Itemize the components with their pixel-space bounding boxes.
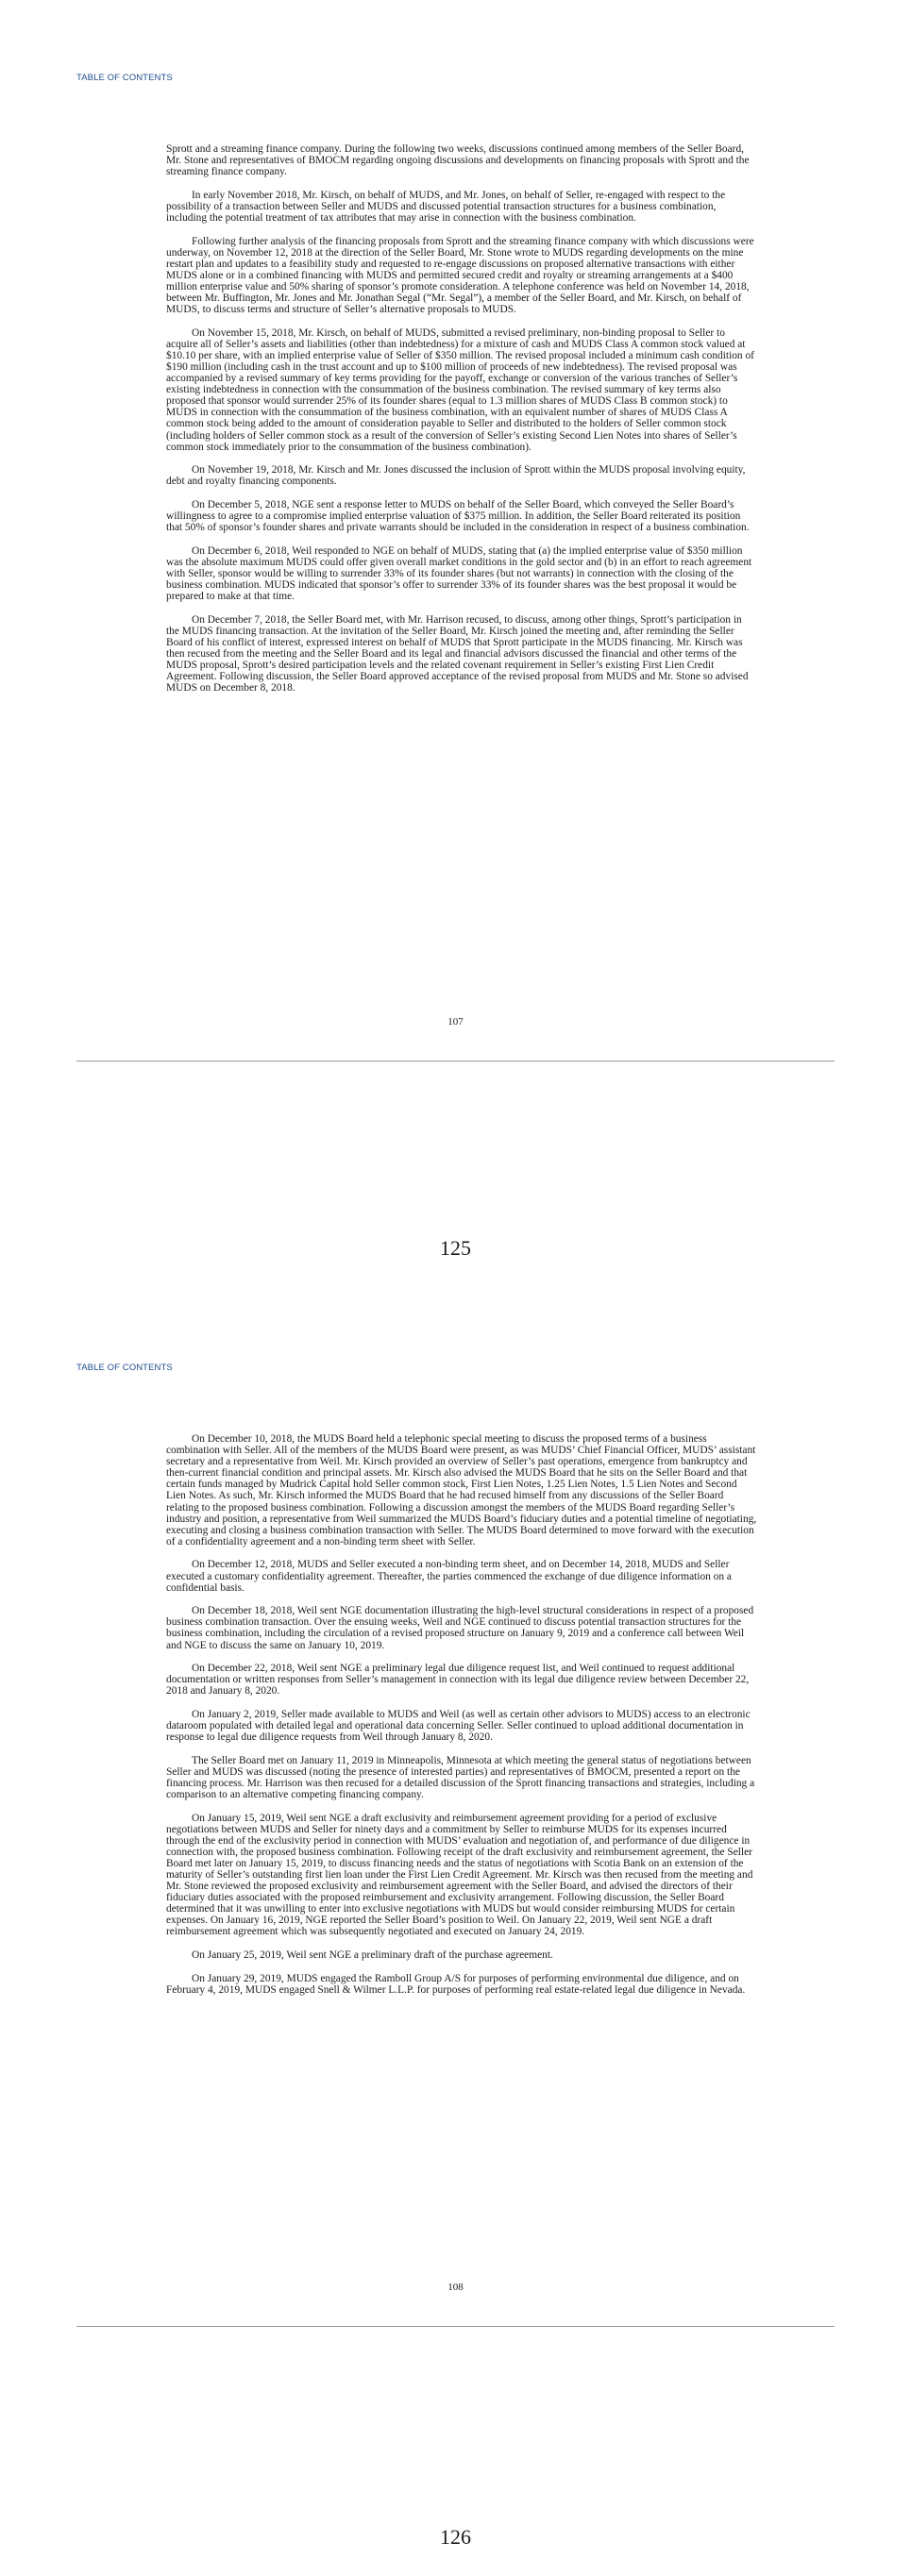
paragraph: On December 12, 2018, MUDS and Seller executed a non-binding term sheet, and on December 14, 2018, MUDS and Seller executed a customary confidentiality agreement. Thereafter, the parties commenced the exchange of due diligence information on a confidential basis. — [166, 1559, 732, 1594]
sequence-number: 125 — [440, 1236, 471, 1260]
paragraph: On December 22, 2018, Weil sent NGE a preliminary legal due diligence request list, and Weil continued to request additional documentation or written responses from Seller’s management in connection with its legal due diligence review between December 22, 2018 and January 8, 2020. — [166, 1663, 750, 1698]
paragraph: On December 18, 2018, Weil sent NGE documentation illustrating the high-level structural considerations in respect of a proposed business combination transaction. Over the ensuing weeks, Weil and NGE continued to discuss potential transaction structures for the business combination, including the circulation of a revised proposed structure on January 9, 2019 and a conference call between Weil and NGE to discuss the same on January 10, 2019. — [166, 1605, 754, 1651]
page-107-body — [166, 143, 757, 706]
page-108-body — [166, 1433, 757, 2007]
paragraph: On December 6, 2018, Weil responded to NGE on behalf of MUDS, stating that (a) the implied enterprise value of $350 million was the absolute maximum MUDS could offer given overall market conditions in the gold sector and (b) in an effort to reach agreement with Seller, sponsor would be willing to surrender 33% of its founder shares (but not warrants) in connection with the closing of the business combination. MUDS indicated that sponsor’s offer to surrender 33% of its founder shares was the best proposal it would be prepared to make at that time. — [166, 544, 752, 603]
page-divider — [76, 1061, 835, 1062]
toc-link[interactable]: TABLE OF CONTENTS — [76, 73, 173, 83]
page-divider — [76, 2326, 835, 2327]
paragraph: On November 15, 2018, Mr. Kirsch, on behalf of MUDS, submitted a revised preliminary, non-binding proposal to Seller to acquire all of Seller’s assets and liabilities (other than indebtedness) for a mixture of cash and MUDS Class A common stock valued at $10.10 per share, with an implied enterprise value of Seller of $350 million. The revised proposal included a minimum cash condition of $190 million (including cash in the trust account and up to $100 million of proceeds of new indebtedness). The revised proposal was accompanied by a revised summary of key terms providing for the payoff, exchange or conversion of the various tranches of Seller’s existing indebtedness in connection with the consummation of the business combination. The revised summary of key terms also proposed that sponsor would surrender 25% of its founder shares (equal to 1.3 million shares of MUDS Class B common stock) to MUDS in connection with the consummation of the business combination, with an equivalent number of shares of MUDS Class A common stock being added to the amount of consideration payable to Seller and distributed to the holders of Seller common stock (including holders of Seller common stock as a result of the conversion of Seller’s existing Second Lien Notes into shares of Seller’s common stock immediately prior to the consummation of the business combination). — [166, 326, 754, 453]
paragraph: On December 10, 2018, the MUDS Board held a telephonic special meeting to discuss the proposed terms of a business combination with Seller. All of the members of the MUDS Board were present, as was MUDS’ Chief Financial Officer, MUDS’ assistant secretary and a representative from Weil. Mr. Kirsch provided an overview of Seller’s past operations, emergence from bankruptcy and then-current financial condition and principal assets. Mr. Kirsch also advised the MUDS Board that he sits on the Seller Board and that certain funds managed by Mudrick Capital hold Seller common stock, First Lien Notes, 1.25 Lien Notes, 1.5 Lien Notes and Second Lien Notes. As such, Mr. Kirsch informed the MUDS Board that he had recused himself from any discussions of the Seller Board relating to the proposed business combination. Following a discussion amongst the members of the MUDS Board regarding Seller’s industry and position, a representative from Weil summarized the MUDS Board’s fiduciary duties and a potential timeline of negotiating, executing and closing a business combination transaction with Seller. The MUDS Board determined to move forward with the execution of a confidentiality agreement and a non-binding term sheet with Seller. — [166, 1433, 757, 1547]
paragraph: In early November 2018, Mr. Kirsch, on behalf of MUDS, and Mr. Jones, on behalf of Seller, re-engaged with respect to the possibility of a transaction between Seller and MUDS and discussed potential transaction structures for a business combination, including the potential treatment of tax attributes that may arise in connection with the business combination. — [166, 189, 726, 224]
paragraph: On January 15, 2019, Weil sent NGE a draft exclusivity and reimbursement agreement providing for a period of exclusive negotiations between MUDS and Seller for ninety days and a commitment by Seller to reimburse MUDS for its expenses incurred through the end of the exclusivity period in connection with MUDS’ evaluation and negotiation of, and performance of due diligence in connection with, the proposed business combination. Following receipt of the draft exclusivity and reimbursement agreement, the Seller Board met later on January 15, 2019, to discuss financing needs and the status of negotiations with Scotia Bank on an extension of the maturity of Seller’s outstanding first lien loan under the First Lien Credit Agreement. Mr. Kirsch was then recused from the meeting and Mr. Stone reviewed the proposed exclusivity and reimbursement agreement with the Seller Board, and advised the directors of their fiduciary duties associated with the proposed reimbursement and exclusivity arrangement. Following discussion, the Seller Board determined that it was unwilling to enter into exclusive negotiations with MUDS but would consider reimbursing MUDS for certain expenses. On January 16, 2019, NGE reported the Seller Board’s position to Weil. On January 22, 2019, Weil sent NGE a draft reimbursement agreement which was subsequently negotiated and executed on January 24, 2019. — [166, 1812, 753, 1938]
paragraph: On December 5, 2018, NGE sent a response letter to MUDS on behalf of the Seller Board, which conveyed the Seller Board’s willingness to agree to a compromise implied enterprise valuation of $375 million. In addition, the Seller Board reiterated its position that 50% of sponsor’s founder shares and private warrants should be included in the consideration in respect of a business combination. — [166, 498, 750, 534]
paragraph: On December 7, 2018, the Seller Board met, with Mr. Harrison recused, to discuss, among other things, Sprott’s participation in the MUDS financing transaction. At the invitation of the Seller Board, Mr. Kirsch joined the meeting and, after reminding the Seller Board of his conflict of interest, expressed interest on behalf of MUDS that Sprott participate in the MUDS financing. Mr. Kirsch was then recused from the meeting and the Seller Board and its legal and financial advisors discussed the financial and other terms of the MUDS proposal, Sprott’s desired participation levels and the related covenant requirement in Seller’s existing First Lien Credit Agreement. Following discussion, the Seller Board approved acceptance of the revised proposal from MUDS and Mr. Stone so advised MUDS on December 8, 2018. — [166, 613, 749, 694]
paragraph: The Seller Board met on January 11, 2019 in Minneapolis, Minnesota at which meeting the general status of negotiations between Seller and MUDS was discussed (noting the presence of interested parties) and representatives of BMOCM, presented a report on the financing process. Mr. Harrison was then recused for a detailed discussion of the Sprott financing transactions and strategies, including a comparison to an alternative competing financing company. — [166, 1754, 755, 1800]
page-number: 108 — [447, 2282, 464, 2293]
paragraph: Sprott and a streaming finance company. During the following two weeks, discussions continued among members of the Seller Board, Mr. Stone and representatives of BMOCM regarding ongoing discussions and developments on financing proposals with Sprott and the streaming finance company. — [166, 143, 750, 178]
paragraph: On November 19, 2018, Mr. Kirsch and Mr. Jones discussed the inclusion of Sprott within the MUDS proposal involving equity, debt and royalty financing components. — [166, 464, 746, 488]
paragraph: On January 2, 2019, Seller made available to MUDS and Weil (as well as certain other advisors to MUDS) access to an electronic dataroom populated with detailed legal and operational data concerning Seller. Seller continued to upload additional documentation in response to legal due diligence requests from Weil through January 8, 2020. — [166, 1708, 751, 1744]
toc-link[interactable]: TABLE OF CONTENTS — [76, 1363, 173, 1373]
paragraph: On January 25, 2019, Weil sent NGE a preliminary draft of the purchase agreement. — [192, 1949, 553, 1962]
paragraph: On January 29, 2019, MUDS engaged the Ramboll Group A/S for purposes of performing environmental due diligence, and on February 4, 2019, MUDS engaged Snell & Wilmer L.L.P. for purposes of performing real estate-related legal due diligence in Nevada. — [166, 1972, 746, 1996]
page-number: 107 — [447, 1016, 464, 1028]
sequence-number: 126 — [440, 2525, 471, 2549]
paragraph: Following further analysis of the financing proposals from Sprott and the streaming finance company with which discussions were underway, on November 12, 2018 at the direction of the Seller Board, Mr. Stone wrote to MUDS regarding developments on the mine restart plan and updates to a feasibility study and requested to re-engage discussions on proposed alternative transactions with either MUDS alone or in a combined financing with MUDS and permitted secured credit and royalty or streaming arrangements at a $400 million enterprise value and 50% sharing of sponsor’s promote consideration. A telephone conference was held on November 14, 2018, between Mr. Buffington, Mr. Jones and Mr. Jonathan Segal (“Mr. Segal”), a member of the Seller Board, and Mr. Kirsch, on behalf of MUDS, to discuss terms and structure of Seller’s alternative proposals to MUDS. — [166, 235, 754, 316]
